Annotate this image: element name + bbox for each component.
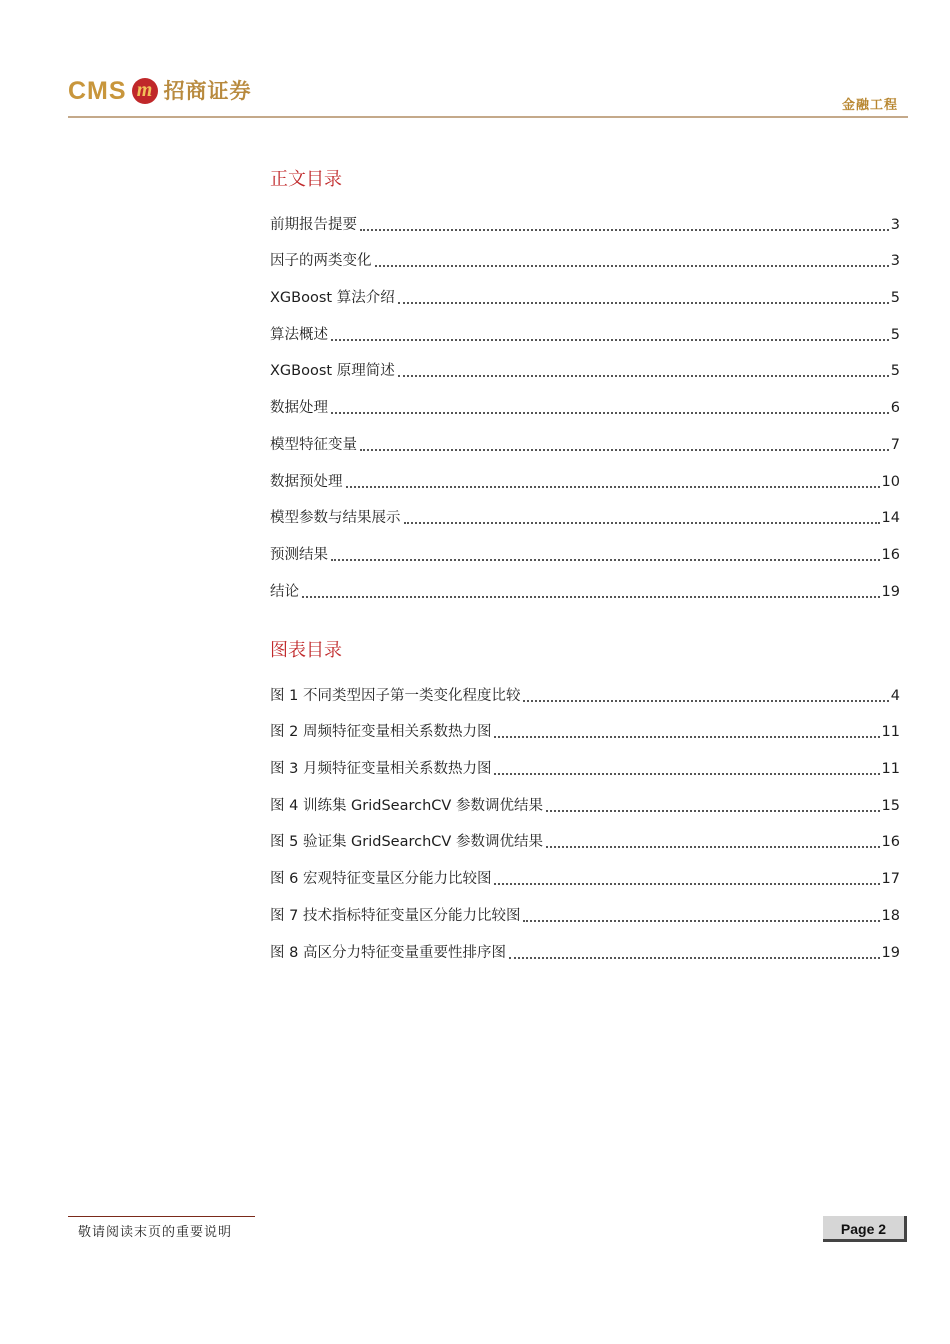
figure-entry-page: 16: [881, 834, 900, 851]
toc-entry-page: 5: [890, 363, 900, 380]
toc-entry-page: 3: [890, 253, 900, 270]
figure-entry-page: 4: [890, 687, 900, 704]
figure-entry-title: 图 2 周频特征变量相关系数热力图: [270, 724, 492, 741]
figure-entry[interactable]: [270, 858, 900, 895]
toc-entry-title: 因子的两类变化: [270, 253, 372, 270]
toc-entry-page: 16: [881, 546, 900, 563]
figure-entry[interactable]: [270, 712, 900, 749]
toc-entry-page: 10: [881, 473, 900, 490]
toc-entry-page: 19: [881, 583, 900, 600]
toc-entry-page: 6: [890, 400, 900, 417]
toc-entry[interactable]: [270, 461, 900, 498]
disclaimer-note: 敬请阅读末页的重要说明: [78, 1225, 233, 1240]
toc-entry-page: 5: [890, 290, 900, 307]
toc-entry-title: 预测结果: [270, 546, 328, 563]
figure-entry-page: 18: [881, 907, 900, 924]
dot-leader: [546, 846, 880, 848]
toc-entry-page: 14: [881, 510, 900, 527]
section-label: 金融工程: [841, 98, 898, 113]
figure-entry-page: 11: [881, 761, 900, 778]
figure-entry[interactable]: [270, 675, 900, 712]
dot-leader: [546, 810, 880, 812]
dot-leader: [509, 957, 880, 959]
toc-entry-page: 7: [890, 436, 900, 453]
toc-entry[interactable]: [270, 204, 900, 241]
toc-entry-title: 数据处理: [270, 400, 328, 417]
toc-entry-title: 前期报告提要: [270, 216, 357, 233]
page-number-badge: Page 2: [823, 1216, 907, 1242]
figure-entry[interactable]: [270, 895, 900, 932]
toc-entry[interactable]: [270, 387, 900, 424]
toc-entry[interactable]: [270, 534, 900, 571]
dot-leader: [375, 265, 889, 267]
dot-leader: [360, 449, 889, 451]
figure-entry-title: 图 7 技术指标特征变量区分能力比较图: [270, 907, 521, 924]
dot-leader: [331, 339, 889, 341]
page-header: [68, 72, 908, 118]
dot-leader: [523, 920, 879, 922]
toc-entry[interactable]: [270, 241, 900, 278]
dot-leader: [360, 229, 889, 231]
figure-entry-page: 19: [881, 944, 900, 961]
dot-leader: [494, 736, 879, 738]
dot-leader: [494, 773, 879, 775]
dot-leader: [523, 700, 888, 702]
dot-leader: [331, 559, 880, 561]
figure-toc-list: [270, 675, 900, 969]
toc-entry[interactable]: [270, 424, 900, 461]
dot-leader: [302, 596, 880, 598]
dot-leader: [398, 302, 889, 304]
dot-leader: [331, 412, 889, 414]
toc-entry-title: XGBoost 原理简述: [270, 363, 395, 380]
toc-entry-title: 模型参数与结果展示: [270, 510, 401, 527]
figure-entry-title: 图 6 宏观特征变量区分能力比较图: [270, 871, 492, 888]
figure-entry[interactable]: [270, 785, 900, 822]
logo-emblem-icon: [132, 78, 158, 104]
figure-entry[interactable]: [270, 932, 900, 969]
toc-entry[interactable]: [270, 571, 900, 608]
main-toc-title: 正文目录: [270, 169, 342, 190]
footer-divider: [68, 1216, 255, 1217]
figure-entry-title: 图 8 高区分力特征变量重要性排序图: [270, 944, 506, 961]
toc-entry-title: 结论: [270, 583, 299, 600]
logo-chinese-text: 招商证券: [163, 79, 252, 103]
dot-leader: [404, 522, 880, 524]
toc-entry[interactable]: [270, 498, 900, 535]
figure-toc: [270, 637, 900, 969]
toc-entry-title: XGBoost 算法介绍: [270, 290, 395, 307]
toc-entry-page: 3: [890, 216, 900, 233]
figure-entry[interactable]: [270, 748, 900, 785]
toc-entry[interactable]: [270, 277, 900, 314]
main-toc: [270, 166, 900, 608]
figure-entry-title: 图 5 验证集 GridSearchCV 参数调优结果: [270, 834, 543, 851]
toc-entry[interactable]: [270, 351, 900, 388]
figure-entry-title: 图 1 不同类型因子第一类变化程度比较: [270, 687, 521, 704]
dot-leader: [398, 375, 889, 377]
toc-entry-title: 数据预处理: [270, 473, 343, 490]
figure-entry-title: 图 3 月频特征变量相关系数热力图: [270, 761, 492, 778]
toc-entry-title: 模型特征变量: [270, 436, 357, 453]
company-logo: [68, 74, 252, 108]
main-toc-list: [270, 204, 900, 608]
toc-entry[interactable]: [270, 314, 900, 351]
dot-leader: [494, 883, 879, 885]
toc-entry-page: 5: [890, 326, 900, 343]
figure-entry-page: 15: [881, 797, 900, 814]
figure-entry-page: 11: [881, 724, 900, 741]
figure-entry[interactable]: [270, 822, 900, 859]
dot-leader: [346, 486, 880, 488]
toc-entry-title: 算法概述: [270, 326, 328, 343]
figure-entry-page: 17: [881, 871, 900, 888]
logo-latin-text: CMS: [68, 77, 127, 105]
figure-entry-title: 图 4 训练集 GridSearchCV 参数调优结果: [270, 797, 543, 814]
header-divider: [68, 116, 908, 118]
figure-toc-title: 图表目录: [270, 640, 342, 661]
